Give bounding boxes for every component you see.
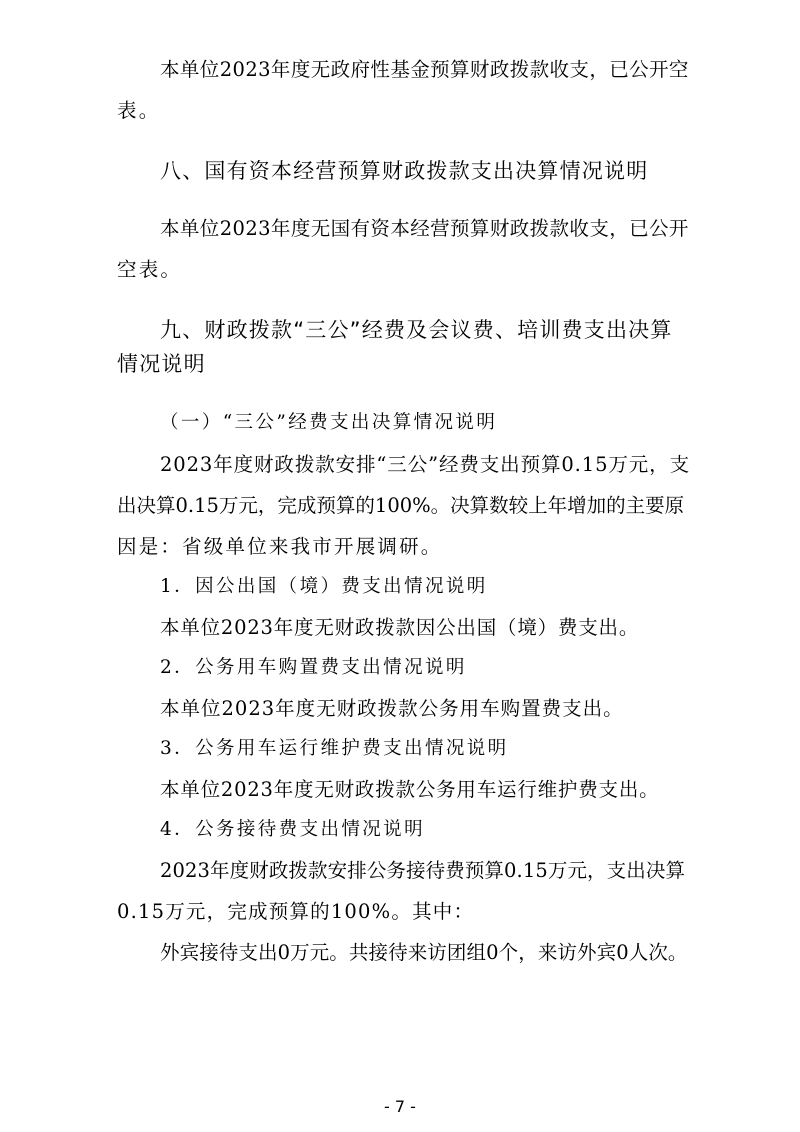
page-number: - 7 - (384, 1097, 416, 1116)
paragraph-line: 因是：省级单位来我市开展调研。 (117, 535, 443, 558)
section-heading-9-cont: 情况说明 (117, 352, 206, 376)
paragraph-line: 2023年度财政拨款安排“三公”经费支出预算0.15万元，支 (160, 453, 690, 476)
paragraph-line: 本单位2023年度无财政拨款公务用车运行维护费支出。 (160, 778, 660, 801)
paragraph-line: 本单位2023年度无财政拨款因公出国（境）费支出。 (160, 616, 640, 639)
paragraph-line: 2023年度财政拨款安排公务接待费预算0.15万元，支出决算 (160, 859, 686, 882)
paragraph-line: 0.15万元，完成预算的100%。其中： (117, 900, 475, 923)
subsection-title: （一）“三公”经费支出决算情况说明 (160, 412, 498, 433)
paragraph-line: 空表。 (117, 258, 183, 281)
item-title: 4．公务接待费支出情况说明 (160, 819, 425, 840)
paragraph-line: 表。 (117, 99, 161, 122)
item-title: 1．因公出国（境）费支出情况说明 (160, 576, 488, 597)
paragraph-line: 出决算0.15万元，完成预算的100%。决算数较上年增加的主要原 (117, 494, 685, 517)
section-heading-8: 八、国有资本经营预算财政拨款支出决算情况说明 (160, 159, 649, 183)
paragraph-line: 本单位2023年度无国有资本经营预算财政拨款收支，已公开 (160, 217, 689, 240)
paragraph-line: 外宾接待支出0万元。共接待来访团组0个，来访外宾0人次。 (160, 941, 688, 964)
item-title: 2．公务用车购置费支出情况说明 (160, 657, 467, 678)
section-heading-9: 九、财政拨款“三公”经费及会议费、培训费支出决算 (160, 318, 673, 342)
paragraph-line: 本单位2023年度无财政拨款公务用车购置费支出。 (160, 697, 624, 720)
paragraph-line: 本单位2023年度无政府性基金预算财政拨款收支，已公开空 (160, 58, 689, 81)
item-title: 3．公务用车运行维护费支出情况说明 (160, 738, 509, 759)
